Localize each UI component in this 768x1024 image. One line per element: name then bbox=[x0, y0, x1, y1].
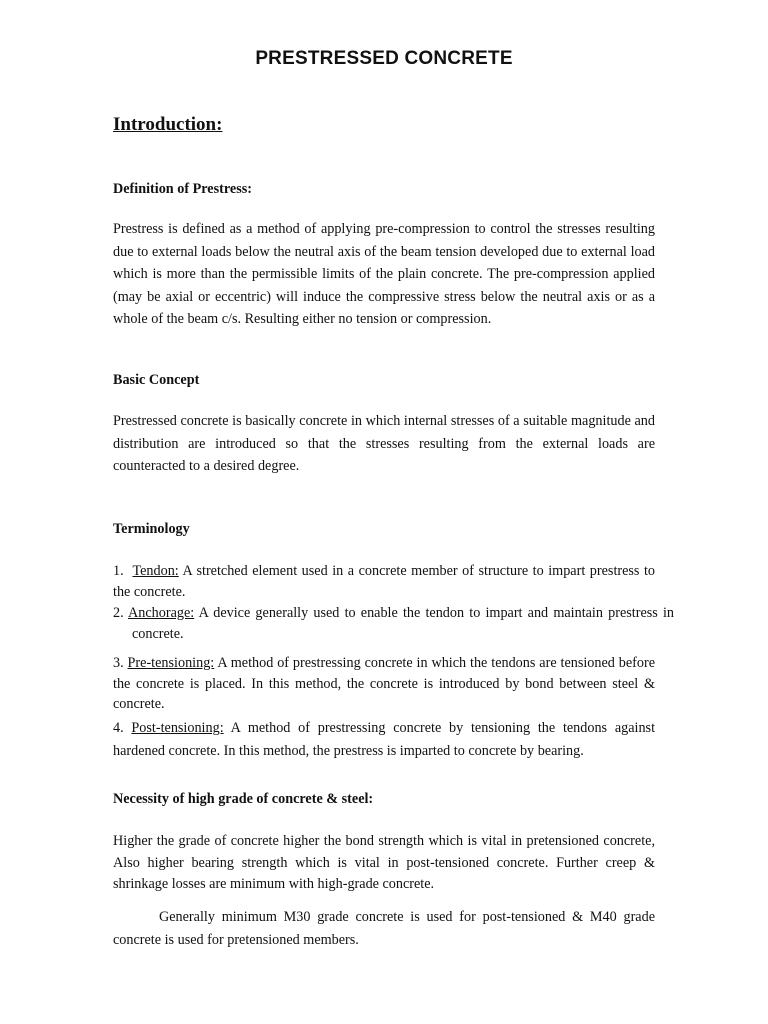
definition-heading: Definition of Prestress: bbox=[113, 181, 252, 197]
necessity-heading: Necessity of high grade of concrete & steel: bbox=[113, 791, 374, 807]
term-label-anchorage: Anchorage: bbox=[128, 605, 195, 621]
necessity-paragraph-1: Higher the grade of concrete higher the bond strength which is vital in pretensioned concrete, Also higher bearing strength which is vital in post-tensioned concrete. Further creep & shrinkage losses are minimum with high-grade concrete. bbox=[113, 833, 655, 892]
term-text-pre-tensioning: A method of prestressing concrete in which the tendons are tensioned before the concrete is placed. In this method, the concrete is introduced by bond between steel & concrete. bbox=[113, 655, 656, 712]
definition-paragraph: Prestress is defined as a method of applying pre-compression to control the stresses resulting due to external loads below the neutral axis of the beam tension developed due to external load which is more than the permissible limits of the plain concrete. The pre-compression applied (may be axial or eccentric) will induce the compressive stress below the neutral axis or as a whole of the beam c/s. Resulting either no tension or compression. bbox=[113, 221, 655, 327]
term-label-tendon: Tendon: bbox=[132, 563, 179, 579]
term-text-post-tensioning: A method of prestressing concrete by tensioning the tendons against hardened concrete. In this method, the prestress is imparted to concrete by bearing. bbox=[113, 720, 656, 759]
term-text-tendon: A stretched element used in a concrete member of structure to impart prestress to the concrete. bbox=[113, 563, 656, 600]
term-label-pre-tensioning: Pre-tensioning: bbox=[127, 655, 215, 671]
necessity-paragraph-2: Generally minimum M30 grade concrete is used for post-tensioned & M40 grade concrete is used for pretensioned members. bbox=[113, 909, 655, 948]
term-number: 1. bbox=[113, 563, 124, 579]
term-item-post-tensioning bbox=[113, 717, 655, 762]
term-item-pre-tensioning bbox=[113, 653, 655, 715]
term-label-post-tensioning: Post-tensioning: bbox=[131, 720, 224, 736]
term-number: 2. bbox=[113, 605, 124, 621]
document-title: PRESTRESSED CONCRETE bbox=[255, 48, 513, 69]
term-item-tendon bbox=[113, 561, 655, 602]
basic-concept-paragraph: Prestressed concrete is basically concrete in which internal stresses of a suitable magnitude and distribution are introduced so that the stresses resulting from the external loads are counteracted to a desired degree. bbox=[113, 413, 655, 474]
terminology-heading: Terminology bbox=[113, 521, 190, 537]
term-number: 4. bbox=[113, 720, 124, 736]
term-item-anchorage bbox=[113, 603, 674, 644]
introduction-heading: Introduction: bbox=[113, 114, 223, 135]
term-text-anchorage: A device generally used to enable the tendon to impart and maintain prestress in concrete. bbox=[132, 605, 674, 642]
term-number: 3. bbox=[113, 655, 124, 671]
basic-concept-heading: Basic Concept bbox=[113, 372, 200, 388]
